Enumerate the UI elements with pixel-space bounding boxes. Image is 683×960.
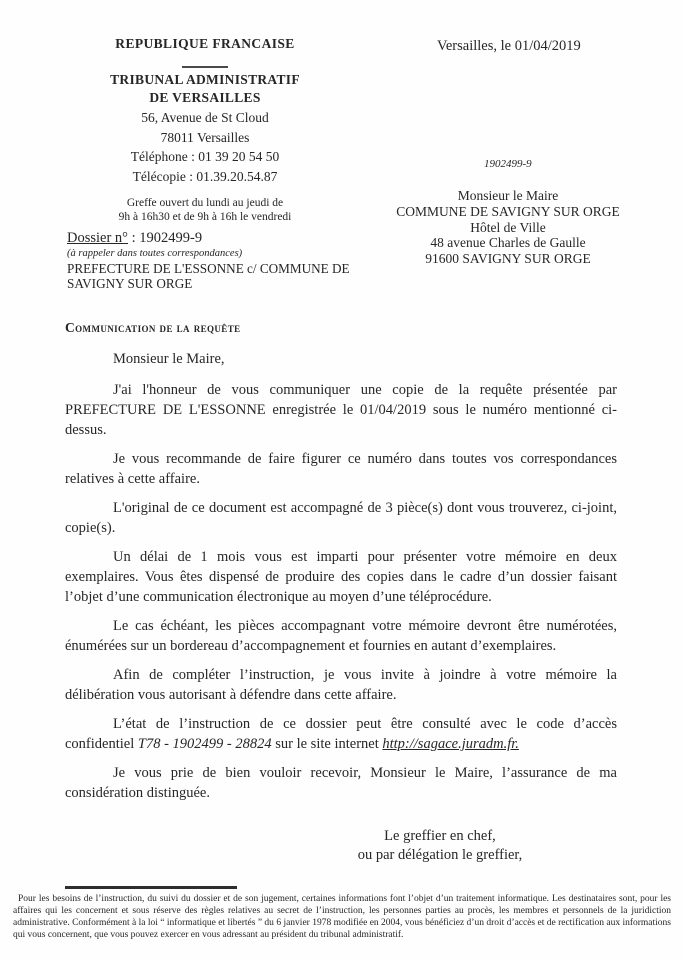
access-text-pre: L’état de l’instruction de ce dossier peut être consulté avec le code d’accès confidentiel <box>65 716 617 752</box>
sender-header <box>65 36 345 224</box>
paragraph-2: Je vous recommande de faire figurer ce numéro dans toutes vos correspondances relatives à cette affaire. <box>65 451 617 487</box>
recipient-title: Monsieur le Maire <box>457 188 559 203</box>
closing-paragraph: Je vous prie de bien vouloir recevoir, Monsieur le Maire, l’assurance de ma considération distinguée. <box>65 765 617 801</box>
paragraph-access <box>65 714 617 754</box>
letter-body <box>65 320 617 812</box>
signature-block <box>330 827 550 865</box>
paragraph-4: Un délai de 1 mois vous est imparti pour présenter votre mémoire en deux exemplaires. Vous êtes dispensé de produire des copies dans le cadre d’un dossier faisant l’objet d’une communication électronique au moyen d’une téléprocédure. <box>65 549 617 605</box>
sender-street: 56, Avenue de St Cloud <box>141 110 269 125</box>
paragraph-3: L'original de ce document est accompagné de 3 pièce(s) dont vous trouverez, ci-joint, copie(s). <box>65 500 617 536</box>
recipient-city: 91600 SAVIGNY SUR ORGE <box>425 251 591 267</box>
sagace-url: http://sagace.juradm.fr. <box>382 736 519 752</box>
access-text-mid: sur le site internet <box>271 736 383 752</box>
dossier-note: (à rappeler dans toutes correspondances) <box>67 248 243 259</box>
paragraph-6: Afin de compléter l’instruction, je vous invite à joindre à votre mémoire la délibération vous autorisant à défendre dans cette affaire. <box>65 667 617 703</box>
signature-line1: Le greffier en chef, <box>384 828 496 844</box>
recipient-commune: COMMUNE DE SAVIGNY SUR ORGE <box>396 203 620 219</box>
sender-fax: Télécopie : 01.39.20.54.87 <box>132 168 278 184</box>
salutation: Monsieur le Maire, <box>113 351 225 367</box>
dossier-label: Dossier n° <box>67 230 128 246</box>
date-line: Versailles, le 01/04/2019 <box>437 38 581 54</box>
sender-phone: Téléphone : 01 39 20 54 50 <box>130 149 280 164</box>
paragraph-1: J'ai l'honneur de vous communiquer une copie de la requête présentée par PREFECTURE DE L'ESSONNE enregistrée le 01/04/2019 sous le numéro mentionné ci-dessus. <box>65 382 617 438</box>
header-divider <box>182 66 228 68</box>
subject-heading: Communication de la requête <box>65 320 241 335</box>
dossier-block <box>67 230 359 291</box>
recipient-block <box>378 188 638 267</box>
paragraph-5: Le cas échéant, les pièces accompagnant votre mémoire devront être numérotées, énumérées sur un bordereau d’accompagnement et fournies en autant d’exemplaires. <box>65 618 617 654</box>
footer-divider <box>65 886 237 889</box>
republic-title: REPUBLIQUE FRANCAISE <box>115 36 295 51</box>
recipient-street: 48 avenue Charles de Gaulle <box>430 235 586 251</box>
footer-legal-text: Pour les besoins de l’instruction, du suivi du dossier et de son jugement, certaines informations font l’objet d’un traitement informatique. Les destinataires sont, pour les affaires qui les concernent et sous réserve des règles relatives au secret de l’instruction, les personnes parties au procès, les membres et personnels de la juridiction administrative. Conformément à la loi “ informatique et libertés ” du 6 janvier 1978 modifiée en 2004, vous bénéficiez d’un droit d’accès et de rectification aux informations qui vous concernent, que vous pouvez exercer en vous adressant au président du tribunal administratif. <box>13 894 671 941</box>
greffe-hours-line1: Greffe ouvert du lundi au jeudi de <box>126 197 284 209</box>
recipient-building: Hôtel de Ville <box>470 219 546 235</box>
access-code: T78 - 1902499 - 28824 <box>137 736 272 752</box>
dossier-case: PREFECTURE DE L'ESSONNE c/ COMMUNE DE SAVIGNY SUR ORGE <box>67 261 350 291</box>
case-reference: 1902499-9 <box>484 158 532 170</box>
court-name-line1: TRIBUNAL ADMINISTRATIF <box>110 72 300 87</box>
sender-city: 78011 Versailles <box>160 129 250 145</box>
signature-line2: ou par délégation le greffier, <box>357 847 523 863</box>
court-name-line2: DE VERSAILLES <box>149 90 261 105</box>
greffe-hours-line2: 9h à 16h30 et de 9h à 16h le vendredi <box>118 210 292 223</box>
dossier-number: : 1902499-9 <box>127 230 203 246</box>
dossier-line <box>67 230 359 247</box>
